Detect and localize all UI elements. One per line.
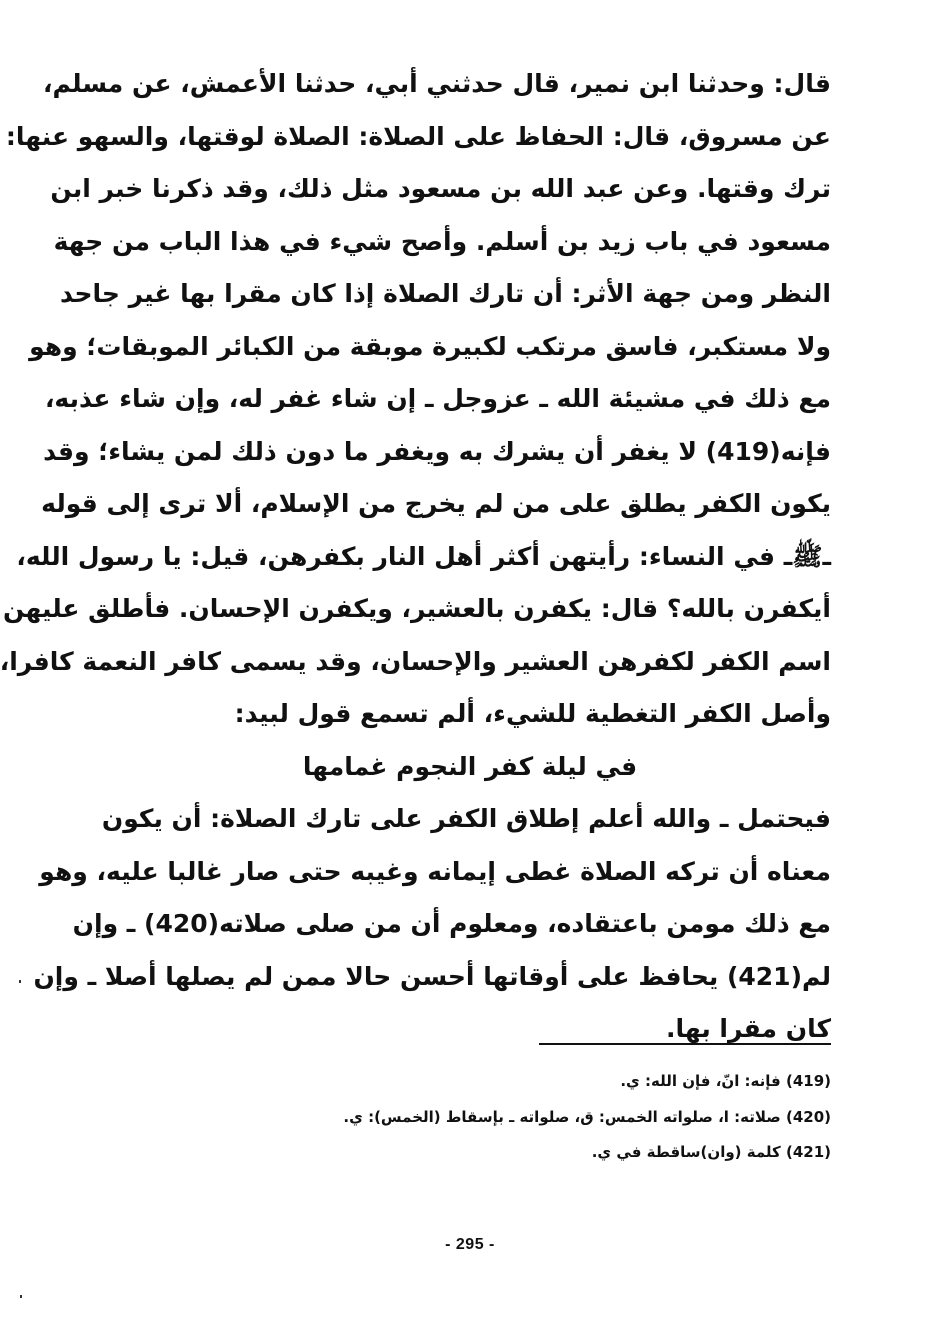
- text-line: فإنه(419) لا يغفر أن يشرك به ويغفر ما دون ذلك لمن يشاء؛ وقد: [43, 436, 831, 466]
- page-number: - 295 -: [445, 1236, 495, 1253]
- text-line: ترك وقتها. وعن عبد الله بن مسعود مثل ذلك، وقد ذكرنا خبر ابن: [50, 174, 831, 203]
- text-line: ولا مستكبر، فاسق مرتكب لكبيرة موبقة من الكبائر الموبقات؛ وهو: [29, 331, 831, 361]
- scan-speck: [20, 1295, 22, 1298]
- text-line: مسعود في باب زيد بن أسلم. وأصح شيء في هذا الباب من جهة: [53, 226, 831, 256]
- text-line: كان مقرا بها.: [665, 1014, 831, 1043]
- main-text: [0, 58, 831, 1056]
- text-line: النظر ومن جهة الأثر: أن تارك الصلاة إذا كان مقرا بها غير جاحد: [60, 279, 831, 308]
- text-line: يكون الكفر يطلق على من لم يخرج من الإسلام، ألا ترى إلى قوله: [41, 489, 831, 518]
- text-line: اسم الكفر لكفرهن العشير والإحسان، وقد يسمى كافر النعمة كافرا،: [0, 646, 831, 676]
- text-line: أيكفرن بالله؟ قال: يكفرن بالعشير، ويكفرن الإحسان. فأطلق عليهن: [2, 594, 831, 623]
- footnote-421: (421) كلمة (وان)ساقطة في ي.: [591, 1143, 831, 1161]
- footnotes: [109, 1064, 831, 1171]
- text-line: فيحتمل ـ والله أعلم إطلاق الكفر على تارك الصلاة: أن يكون: [101, 804, 831, 833]
- text-line: ـﷺـ في النساء: رأيتهن أكثر أهل النار بكفرهن، قيل: يا رسول الله،: [16, 541, 831, 571]
- text-line: عن مسروق، قال: الحفاظ على الصلاة: الصلاة لوقتها، والسهو عنها:: [5, 121, 831, 151]
- text-line: مع ذلك مومن باعتقاده، ومعلوم أن من صلى صلاته(420) ـ وإن: [72, 909, 831, 938]
- text-line: وأصل الكفر التغطية للشيء، ألم تسمع قول لبيد:: [234, 699, 831, 728]
- poetry-verse: في ليلة كفر النجوم غمامها: [302, 751, 638, 781]
- text-line: قال: وحدثنا ابن نمير، قال حدثني أبي، حدثنا الأعمش، عن مسلم،: [43, 69, 831, 98]
- scan-speck: [19, 980, 21, 983]
- text-line: لم(421) يحافظ على أوقاتها أحسن حالا ممن لم يصلها أصلا ـ وإن: [33, 961, 831, 991]
- text-line: معناه أن تركه الصلاة غطى إيمانه وغيبه حتى صار غالبا عليه، وهو: [39, 856, 831, 886]
- footnote-419: (419) فإنه: انّ، فإن الله: ي.: [620, 1072, 831, 1090]
- footnote-420: (420) صلاته: ا، صلواته الخمس: ق، صلواته ـ بإسقاط (الخمس): ي.: [343, 1107, 831, 1126]
- footnote-divider: [539, 1043, 831, 1045]
- text-line: مع ذلك في مشيئة الله ـ عزوجل ـ إن شاء غفر له، وإن شاء عذبه،: [44, 384, 831, 413]
